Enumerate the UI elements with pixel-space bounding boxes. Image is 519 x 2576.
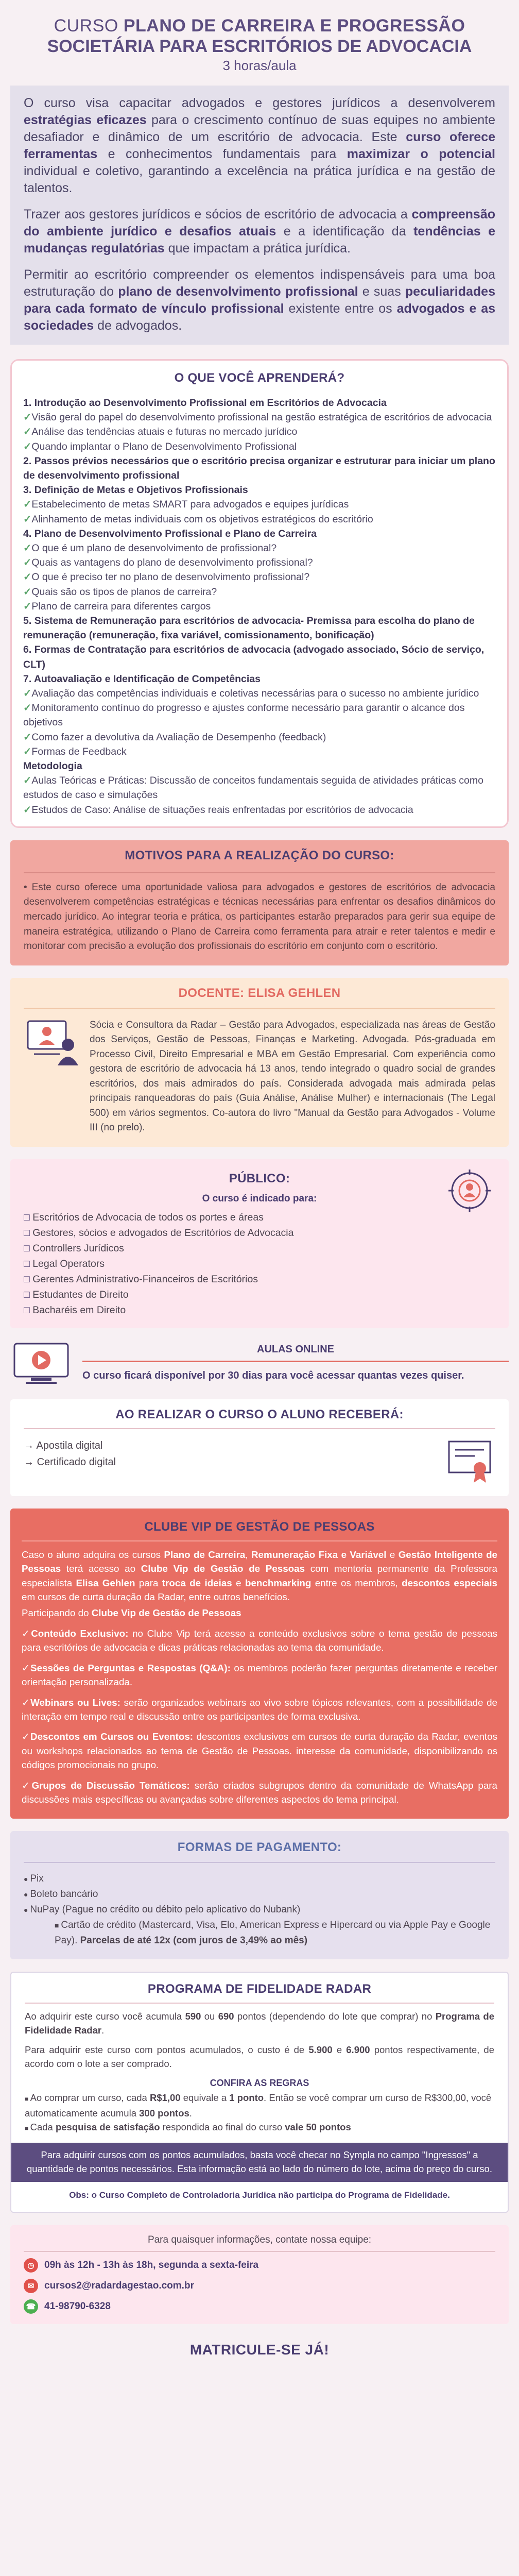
learn-heading: 2. Passos prévios necessários que o escritório precisa organizar e estruturar para iniciar um plano de desenvolvimento profissional bbox=[23, 455, 495, 482]
learn-heading: 3. Definição de Metas e Objetivos Profissionais bbox=[23, 484, 248, 496]
vip-paragraph-1: Caso o aluno adquira os cursos Plano de Carreira, Remuneração Fixa e Variável e Gestão Inteligente de Pessoas terá acesso ao Clube Vip de Gestão de Pessoas com mentoria permanente da Professora especialista Elisa Gehlen para troca de ideias e benchmarking entre os membros, descontos especiais em cursos de curta duração da Radar, entre outros benefícios. bbox=[22, 1549, 497, 1603]
publico-item: □ Escritórios de Advocacia de todos os portes e áreas bbox=[24, 1210, 495, 1225]
online-text: O curso ficará disponível por 30 dias para você acessar quantas vezes quiser. bbox=[82, 1369, 464, 1381]
payment-title: FORMAS DE PAGAMENTO: bbox=[24, 1840, 495, 1863]
fidelity-title: PROGRAMA DE FIDELIDADE RADAR bbox=[25, 1982, 494, 2004]
learn-item: ✓ Estudos de Caso: Análise de situações reais enfrentadas por escritórios de advocacia bbox=[23, 803, 496, 817]
payment-card bbox=[10, 1831, 509, 1959]
header-title-b: SOCIETÁRIA PARA ESCRITÓRIOS DE ADVOCACIA bbox=[47, 37, 472, 56]
learn-card bbox=[10, 359, 509, 828]
fidelity-rule: ■ Cada pesquisa de satisfação respondida ao final do curso vale 50 pontos bbox=[25, 2120, 494, 2136]
publico-item: □ Bacharéis em Direito bbox=[24, 1302, 495, 1318]
learn-heading: 7. Autoavaliação e Identificação de Competências bbox=[23, 673, 261, 685]
publico-item: □ Controllers Jurídicos bbox=[24, 1241, 495, 1256]
whatsapp-icon: ☎ bbox=[24, 2299, 38, 2314]
clock-icon: ◷ bbox=[24, 2258, 38, 2273]
vip-benefit: ✓ Sessões de Perguntas e Respostas (Q&A): os membros poderão fazer perguntas diretamente e receber orientação personalizada. bbox=[22, 1661, 497, 1689]
fidelity-paragraph-2: Para adquirir este curso com pontos acumulados, o custo é de 5.900 e 6.900 pontos respectivamente, de acordo com o lote a ser comprado. bbox=[25, 2044, 495, 2069]
docente-card bbox=[10, 978, 509, 1147]
online-class-icon bbox=[10, 1341, 72, 1387]
fidelity-rule: ■ Ao comprar um curso, cada R$1,00 equivale a 1 ponto. Então se você comprar um curso de R$300,00, você automaticamente acumula 300 pontos. bbox=[25, 2091, 494, 2120]
learn-heading: Metodologia bbox=[23, 760, 82, 772]
payment-list bbox=[24, 1871, 495, 1948]
recebe-item: → Apostila digital bbox=[24, 1437, 116, 1454]
docente-bio: Sócia e Consultora da Radar – Gestão para Advogados, especializada nas áreas de Gestão dos Serviços, Gestão de Pessoas, Finanças e Marketing. Advogada. Pós-graduada em Processo Civil, Direito Empresarial e MBA em Gestão Empresarial. Com experiência como gestora de escritório de advocacia há 13 anos, tendo integrado o quadro social de grandes escritórios, dos mais admirados do país. Considerada advogada mais admirada pelas principais ranqueadoras do país (Guia Análise, Análise Mulher) e internacionais (The Legal 500) em vários segmentos. Co-autora do livro "Manual da Gestão para Advogados - Volume III (no prelo). bbox=[90, 1019, 495, 1133]
target-audience-icon bbox=[444, 1167, 495, 1214]
recebe-list bbox=[24, 1437, 116, 1470]
learn-item: ✓ Aulas Teóricas e Práticas: Discussão de conceitos fundamentais seguida de atividades práticas como estudos de caso e simulações bbox=[23, 773, 496, 802]
publico-item: □ Gerentes Administrativo-Financeiros de Escritórios bbox=[24, 1272, 495, 1287]
learn-item: ✓ Formas de Feedback bbox=[23, 744, 496, 759]
email-icon: ✉ bbox=[24, 2279, 38, 2293]
fidelity-band: Para adquirir cursos com os pontos acumulados, basta você checar no Sympla no campo "Ingressos" a quantidade de pontos necessários. Esta informação está ao lado do número do lote, acima do preço do curso. bbox=[11, 2143, 508, 2182]
fidelity-rules bbox=[25, 2091, 494, 2136]
certificate-icon bbox=[444, 1434, 495, 1486]
intro-box bbox=[10, 86, 509, 345]
payment-item: ● NuPay (Pague no crédito ou débito pelo aplicativo do Nubank) bbox=[24, 1902, 495, 1918]
learn-item: ✓ Estabelecimento de metas SMART para advogados e equipes jurídicas bbox=[23, 497, 496, 512]
intro-paragraph-1: O curso visa capacitar advogados e gestores jurídicos a desenvolverem estratégias eficazes para o crescimento contínuo de suas equipes no ambiente desafiador e dinâmico de um escritório de advocacia. Este curso oferece ferramentas e conhecimentos fundamentais para maximizar o potencial individual e coletivo, garantindo a excelência na prática jurídica e na gestão de talentos. bbox=[24, 96, 495, 195]
fidelity-rules-title: CONFIRA AS REGRAS bbox=[210, 2078, 309, 2089]
publico-item: □ Estudantes de Direito bbox=[24, 1287, 495, 1302]
payment-item: ● Pix bbox=[24, 1871, 495, 1887]
publico-list bbox=[24, 1210, 495, 1318]
vip-title: CLUBE VIP DE GESTÃO DE PESSOAS bbox=[22, 1520, 497, 1541]
teacher-icon bbox=[24, 1018, 80, 1067]
docente-title: DOCENTE: ELISA GEHLEN bbox=[24, 986, 495, 1009]
payment-item-credit-card: ■ Cartão de crédito (Mastercard, Visa, Elo, American Express e Hipercard ou via Apple Pay e Google Pay). Parcelas de até 12x (com juros de 3,49% ao mês) bbox=[55, 1918, 495, 1948]
learn-heading: 6. Formas de Contratação para escritórios de advocacia (advogado associado, Sócio de serviço, CLT) bbox=[23, 644, 485, 670]
learn-heading: 4. Plano de Desenvolvimento Profissional e Plano de Carreira bbox=[23, 528, 317, 539]
recebe-item: → Certificado digital bbox=[24, 1454, 116, 1470]
vip-benefit: ✓ Descontos em Cursos ou Eventos: descontos exclusivos em cursos de curta duração da Radar, eventos ou workshops relacionados ao tema de Gestão de Pessoas. interesse da comunidade, disponibilizando os códigos promocionais no grupo. bbox=[22, 1730, 497, 1772]
online-title: AULAS ONLINE bbox=[257, 1343, 334, 1355]
learn-item: ✓ Plano de carreira para diferentes cargos bbox=[23, 599, 496, 614]
learn-heading: 1. Introdução ao Desenvolvimento Profissional em Escritórios de Advocacia bbox=[23, 397, 387, 409]
vip-benefit: ✓ Grupos de Discussão Temáticos: serão criados subgrupos dentro da comunidade de WhatsApp para discussões mais específicas ou avançadas sobre diferentes aspectos do tema principal. bbox=[22, 1778, 497, 1807]
fidelity-paragraph-1: Ao adquirir este curso você acumula 590 ou 690 pontos (dependendo do lote que comprar) no Programa de Fidelidade Radar. bbox=[25, 2011, 494, 2036]
header-pre: CURSO bbox=[54, 16, 118, 36]
payment-item: ● Boleto bancário bbox=[24, 1887, 495, 1902]
contact-phone[interactable]: 41-98790-6328 bbox=[44, 2301, 111, 2312]
vip-benefit: ✓ Webinars ou Lives: serão organizados webinars ao vivo sobre tópicos relevantes, com a possibilidade de interação em tempo real e discussão entre os participantes de forma exclusiva. bbox=[22, 1696, 497, 1724]
contact-question: Para quaisquer informações, contate nossa equipe: bbox=[24, 2234, 495, 2252]
contact-email[interactable]: cursos2@radardagestao.com.br bbox=[44, 2280, 194, 2292]
online-section bbox=[10, 1341, 509, 1387]
learn-list bbox=[23, 396, 496, 817]
fidelity-card bbox=[10, 1972, 509, 2213]
learn-item: ✓ Quais as vantagens do plano de desenvolvimento profissional? bbox=[23, 555, 496, 570]
motivos-card bbox=[10, 840, 509, 965]
publico-item: □ Gestores, sócios e advogados de Escritórios de Advocacia bbox=[24, 1225, 495, 1241]
enroll-cta[interactable]: MATRICULE-SE JÁ! bbox=[189, 2342, 330, 2358]
learn-item: ✓ Visão geral do papel do desenvolvimento profissional na gestão estratégica de escritórios de advocacia bbox=[23, 410, 496, 425]
learn-item: ✓ Como fazer a devolutiva da Avaliação de Desempenho (feedback) bbox=[23, 730, 496, 744]
learn-item: ✓ O que é um plano de desenvolvimento de profissional? bbox=[23, 541, 496, 555]
learn-item: ✓ Quando implantar o Plano de Desenvolvimento Profissional bbox=[23, 439, 496, 454]
header-hours: 3 horas/aula bbox=[222, 58, 297, 73]
learn-heading: 5. Sistema de Remuneração para escritórios de advocacia- Premissa para escolha do plano de remuneração (remuneração, fixa variável, comissionamento, bonificação) bbox=[23, 615, 475, 641]
learn-title: O QUE VOCÊ APRENDERÁ? bbox=[174, 371, 345, 385]
intro-paragraph-3: Permitir ao escritório compreender os elementos indispensáveis para uma boa estruturação do plano de desenvolvimento profissional e suas peculiaridades para cada formato de vínculo profissional existente entre os advogados e as sociedades de advogados. bbox=[24, 267, 495, 333]
learn-item: ✓ Monitoramento contínuo do progresso e ajustes conforme necessário para garantir o alcance dos objetivos bbox=[23, 701, 496, 730]
fidelity-obs: Obs: o Curso Completo de Controladoria Jurídica não participa do Programa de Fidelidade. bbox=[69, 2190, 450, 2200]
vip-paragraph-2: Participando do Clube Vip de Gestão de Pessoas bbox=[22, 1607, 241, 1619]
learn-item: ✓ Alinhamento de metas individuais com os objetivos estratégicos do escritório bbox=[23, 512, 496, 527]
recebe-card bbox=[10, 1399, 509, 1496]
vip-benefit: ✓ Conteúdo Exclusivo: no Clube Vip terá acesso a conteúdo exclusivos sobre o tema gestão de pessoas para escritórios de advocacia e dicas práticas relacionadas ao tema da comunidade. bbox=[22, 1626, 497, 1655]
learn-item: ✓ Análise das tendências atuais e futuras no mercado jurídico bbox=[23, 425, 496, 439]
publico-title: PÚBLICO: bbox=[229, 1171, 290, 1185]
publico-subtitle: O curso é indicado para: bbox=[202, 1193, 317, 1204]
vip-card bbox=[10, 1509, 509, 1819]
header bbox=[0, 0, 519, 74]
header-title-a: PLANO DE CARREIRA E PROGRESSÃO bbox=[123, 16, 465, 36]
vip-benefits bbox=[22, 1626, 497, 1806]
intro-paragraph-2: Trazer aos gestores jurídicos e sócios de escritório de advocacia a compreensão do ambiente jurídico e desafios atuais e a identificação da tendências e mudanças regulatórias que impactam a prática jurídica. bbox=[24, 207, 495, 256]
motivos-title: MOTIVOS PARA A REALIZAÇÃO DO CURSO: bbox=[24, 849, 495, 873]
learn-item: ✓ O que é preciso ter no plano de desenvolvimento profissional? bbox=[23, 570, 496, 584]
motivos-text: • Este curso oferece uma oportunidade valiosa para advogados e gestores de escritórios de advocacia desenvolverem competências estratégicas e técnicas necessárias para enfrentar os desafios dinâmicos do mercado jurídico. Ao integrar teoria e prática, os participantes estarão preparados para gerir sua equipe de maneira estratégica, utilizando o Plano de Carreira como ferramenta para atrair e reter talentos e medir e monitorar com precisão a evolução dos profissionais do escritório em conjunto com o escritório. bbox=[24, 882, 495, 952]
contact-hours: 09h às 12h - 13h às 18h, segunda a sexta-feira bbox=[44, 2260, 259, 2271]
learn-item: ✓ Quais são os tipos de planos de carreira? bbox=[23, 585, 496, 599]
learn-item: ✓ Avaliação das competências individuais e coletivas necessárias para o sucesso no ambiente jurídico bbox=[23, 686, 496, 701]
contact-card bbox=[10, 2225, 509, 2324]
recebe-title: AO REALIZAR O CURSO O ALUNO RECEBERÁ: bbox=[24, 1408, 495, 1429]
publico-card bbox=[10, 1159, 509, 1328]
publico-item: □ Legal Operators bbox=[24, 1256, 495, 1272]
